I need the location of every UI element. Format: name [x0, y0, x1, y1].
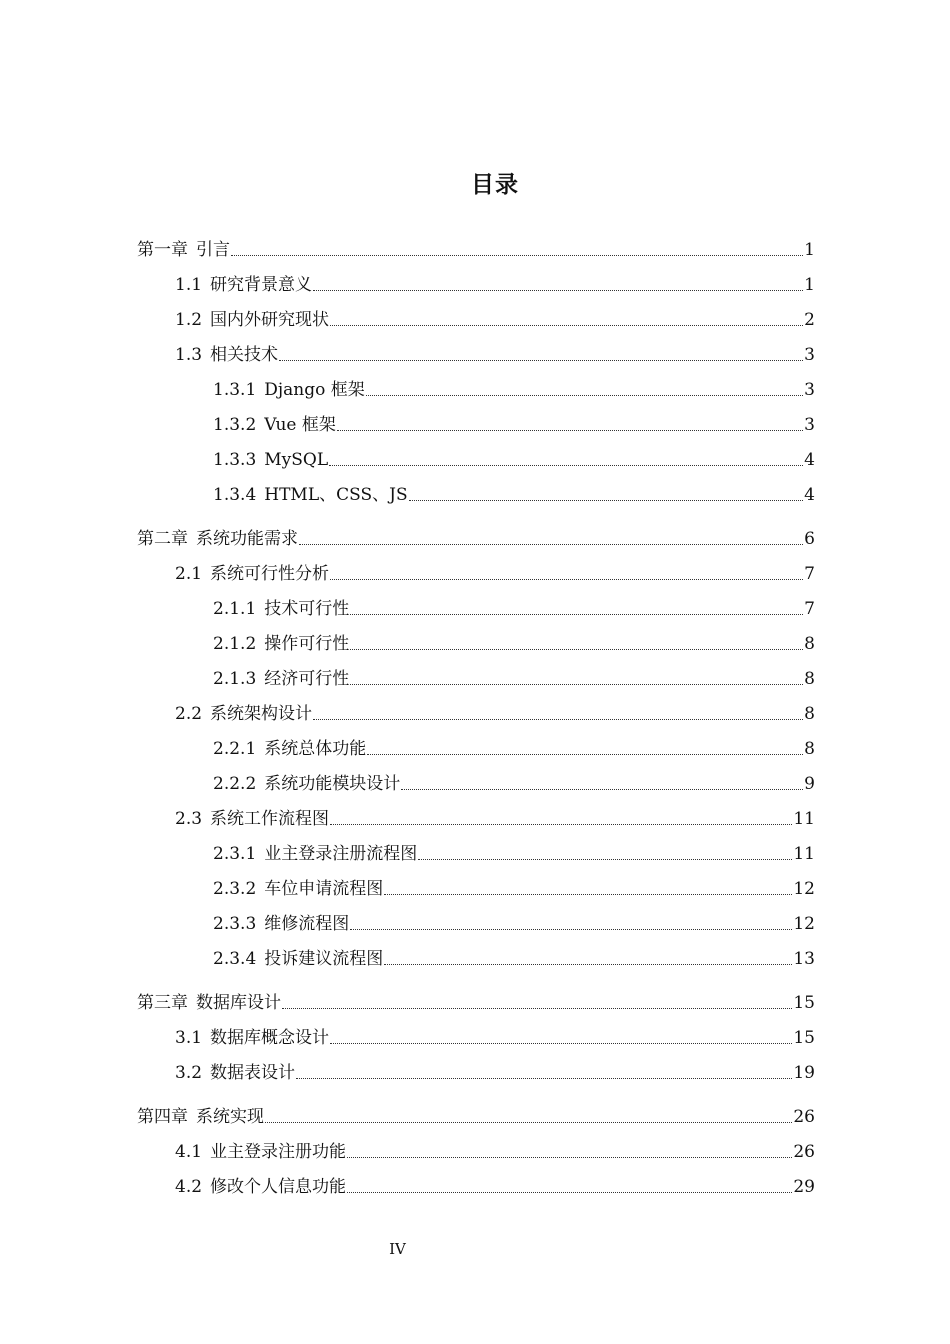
- toc-dot-leader: [296, 1077, 792, 1079]
- toc-entry-page: 3: [804, 345, 815, 365]
- toc-entry[interactable]: [213, 631, 815, 657]
- toc-entry-page: 4: [804, 450, 815, 470]
- toc-entry[interactable]: [213, 482, 815, 508]
- toc-entry-label: 系统实现: [196, 1107, 264, 1127]
- toc-entry-number: 4.1: [175, 1142, 203, 1162]
- toc-entry-number: 2.3.2: [213, 879, 257, 899]
- toc-dot-leader: [347, 1191, 792, 1193]
- toc-dot-leader: [418, 858, 792, 860]
- toc-entry[interactable]: [137, 1104, 815, 1130]
- toc-dot-leader: [350, 928, 792, 930]
- toc-dot-leader: [231, 254, 803, 256]
- toc-entry-page: 11: [793, 809, 815, 829]
- toc-entry-page: 9: [804, 774, 815, 794]
- toc-entry-number: 2.3.1: [213, 844, 257, 864]
- toc-dot-leader: [299, 543, 803, 545]
- toc-dot-leader: [350, 613, 803, 615]
- toc-entry-page: 12: [793, 879, 815, 899]
- toc-entry-page: 15: [793, 993, 815, 1013]
- toc-entry-label: 投诉建议流程图: [264, 949, 384, 969]
- toc-entry-number: 1.3: [175, 345, 203, 365]
- toc-entry-number: 1.3.4: [213, 485, 257, 505]
- toc-dot-leader: [279, 359, 803, 361]
- toc-entry[interactable]: [175, 1060, 815, 1086]
- toc-entry-number: 第三章: [137, 993, 188, 1013]
- toc-dot-leader: [330, 324, 803, 326]
- toc-dot-leader: [347, 1156, 792, 1158]
- toc-dot-leader: [409, 499, 804, 501]
- toc-entry-number: 2.2: [175, 704, 203, 724]
- toc-entry-label: 系统架构设计: [210, 704, 313, 724]
- toc-entry-label: 业主登录注册流程图: [264, 844, 418, 864]
- toc-entry[interactable]: [175, 806, 815, 832]
- toc-entry[interactable]: [137, 990, 815, 1016]
- toc-entry[interactable]: [213, 412, 815, 438]
- toc-entry-label: 研究背景意义: [210, 275, 313, 295]
- toc-entry-label: 业主登录注册功能: [210, 1142, 347, 1162]
- toc-entry-number: 2.3.4: [213, 949, 257, 969]
- toc-entry[interactable]: [213, 841, 815, 867]
- page-number: IV: [389, 1240, 406, 1258]
- toc-entry-label: 数据表设计: [210, 1063, 296, 1083]
- toc-entry-label: 系统功能需求: [196, 529, 298, 549]
- toc-entry[interactable]: [213, 736, 815, 762]
- toc-entry-page: 12: [793, 914, 815, 934]
- toc-entry-page: 7: [804, 599, 815, 619]
- toc-entry[interactable]: [213, 596, 815, 622]
- toc-dot-leader: [401, 788, 803, 790]
- toc-entry[interactable]: [213, 911, 815, 937]
- toc-entry-number: 1.3.1: [213, 380, 257, 400]
- toc-entry[interactable]: [175, 701, 815, 727]
- toc-entry-number: 2.1: [175, 564, 203, 584]
- toc-entry[interactable]: [175, 561, 815, 587]
- toc-entry[interactable]: [213, 946, 815, 972]
- toc-dot-leader: [313, 289, 803, 291]
- toc-entry[interactable]: [213, 771, 815, 797]
- toc-entry-number: 2.1.2: [213, 634, 257, 654]
- toc-dot-leader: [350, 683, 803, 685]
- toc-entry-number: 3.2: [175, 1063, 203, 1083]
- toc-entry-number: 第四章: [137, 1107, 188, 1127]
- toc-entry[interactable]: [213, 377, 815, 403]
- toc-entry-number: 2.3: [175, 809, 203, 829]
- toc-entry-page: 13: [793, 949, 815, 969]
- toc-entry-number: 4.2: [175, 1177, 203, 1197]
- toc-dot-leader: [282, 1007, 792, 1009]
- toc-entry[interactable]: [175, 1139, 815, 1165]
- toc-entry-label: 系统工作流程图: [210, 809, 330, 829]
- toc-entry[interactable]: [213, 447, 815, 473]
- toc-entry-page: 2: [804, 310, 815, 330]
- toc-entry-page: 8: [804, 739, 815, 759]
- toc-entry[interactable]: [213, 666, 815, 692]
- toc-dot-leader: [350, 648, 803, 650]
- toc-entry-label: 相关技术: [210, 345, 279, 365]
- toc-dot-leader: [384, 893, 792, 895]
- toc-entry-page: 26: [793, 1107, 815, 1127]
- toc-entry[interactable]: [137, 237, 815, 263]
- toc-entry-number: 2.2.1: [213, 739, 257, 759]
- toc-entry-label: 修改个人信息功能: [210, 1177, 347, 1197]
- toc-entry[interactable]: [175, 1174, 815, 1200]
- toc-entry-label: 操作可行性: [264, 634, 350, 654]
- toc-entry-number: 第二章: [137, 529, 188, 549]
- toc-entry-page: 1: [804, 240, 815, 260]
- toc-entry-number: 2.1.3: [213, 669, 257, 689]
- toc-entry[interactable]: [213, 876, 815, 902]
- toc-entry-label: 维修流程图: [264, 914, 350, 934]
- toc-entry-page: 29: [793, 1177, 815, 1197]
- toc-entry-number: 1.3.2: [213, 415, 257, 435]
- toc-entry-label: 系统功能模块设计: [264, 774, 401, 794]
- toc-entry-label: Vue 框架: [264, 415, 336, 435]
- toc-entry-page: 19: [793, 1063, 815, 1083]
- toc-entry-page: 1: [804, 275, 815, 295]
- toc-entry-number: 2.3.3: [213, 914, 257, 934]
- toc-entry-number: 1.3.3: [213, 450, 257, 470]
- toc-entry-page: 4: [804, 485, 815, 505]
- toc-entry-label: 数据库概念设计: [210, 1028, 330, 1048]
- toc-entry[interactable]: [137, 526, 815, 552]
- toc-dot-leader: [384, 963, 792, 965]
- toc-dot-leader: [330, 1042, 792, 1044]
- toc-entry-number: 1.1: [175, 275, 203, 295]
- toc-dot-leader: [329, 464, 803, 466]
- toc-entry-page: 26: [793, 1142, 815, 1162]
- toc-entry-label: 车位申请流程图: [264, 879, 384, 899]
- toc-entry-label: 系统可行性分析: [210, 564, 330, 584]
- toc-entry-page: 3: [804, 415, 815, 435]
- toc-entry-label: 系统总体功能: [264, 739, 367, 759]
- toc-entry-page: 8: [804, 704, 815, 724]
- toc-entry-number: 2.1.1: [213, 599, 257, 619]
- toc-entry[interactable]: [175, 342, 815, 368]
- toc-dot-leader: [265, 1121, 792, 1123]
- toc-entry-number: 3.1: [175, 1028, 203, 1048]
- toc-entry-page: 8: [804, 634, 815, 654]
- toc-entry-label: 经济可行性: [264, 669, 350, 689]
- toc-entry[interactable]: [175, 307, 815, 333]
- toc-dot-leader: [313, 718, 803, 720]
- toc-entry[interactable]: [175, 272, 815, 298]
- toc-dot-leader: [367, 753, 803, 755]
- toc-entry-label: 技术可行性: [264, 599, 350, 619]
- toc-entry-page: 6: [804, 529, 815, 549]
- toc-entry-label: 数据库设计: [196, 993, 281, 1013]
- toc-entry-label: 引言: [196, 240, 230, 260]
- toc-dot-leader: [330, 578, 803, 580]
- toc-entry-page: 3: [804, 380, 815, 400]
- toc-entry[interactable]: [175, 1025, 815, 1051]
- toc-entry-number: 第一章: [137, 240, 188, 260]
- toc-dot-leader: [366, 394, 803, 396]
- toc-entry-label: 国内外研究现状: [210, 310, 330, 330]
- toc-entry-page: 8: [804, 669, 815, 689]
- toc-entry-page: 15: [793, 1028, 815, 1048]
- toc-entry-label: MySQL: [264, 450, 329, 470]
- toc-entry-number: 1.2: [175, 310, 203, 330]
- page-title: 目录: [471, 172, 519, 198]
- toc-entry-label: Django 框架: [264, 380, 365, 400]
- toc-entry-page: 11: [793, 844, 815, 864]
- toc-dot-leader: [337, 429, 803, 431]
- toc-entry-page: 7: [804, 564, 815, 584]
- toc-entry-number: 2.2.2: [213, 774, 257, 794]
- toc-dot-leader: [330, 823, 792, 825]
- toc-entry-label: HTML、CSS、JS: [264, 485, 408, 505]
